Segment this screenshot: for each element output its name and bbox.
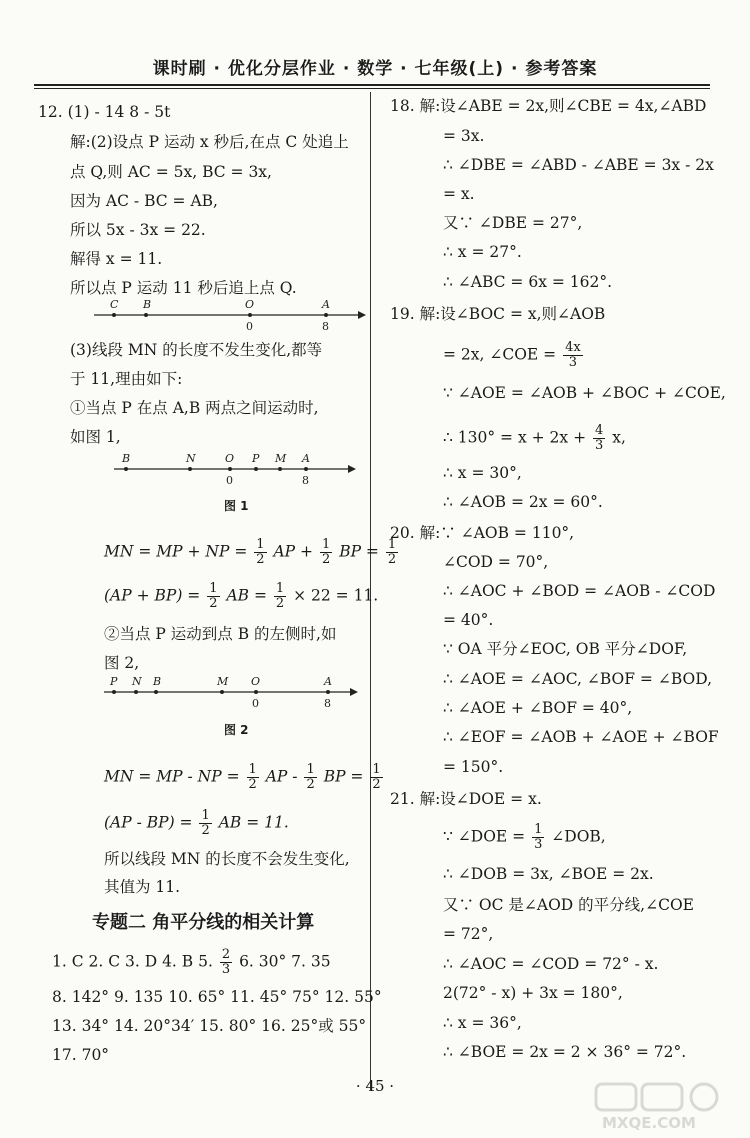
- q21-line-2: ∵ ∠DOE = $\frac{1}{3}$ ∠DOB,: [443, 822, 606, 852]
- q21-line-4: 又∵ OC 是∠AOD 的平分线,∠COE: [443, 896, 694, 914]
- q18-line-5: 又∵ ∠DBE = 27°,: [443, 214, 583, 232]
- q12-answer-line: 12. (1) - 14 8 - 5t: [38, 103, 171, 121]
- q19-line-2: = 2x, ∠COE = $\frac{4x}{3}$: [443, 340, 581, 370]
- nl3-label-a: A: [324, 675, 332, 688]
- nl3-tick-0: 0: [252, 697, 259, 710]
- case1-line-2: 如图 1,: [70, 428, 121, 446]
- case1-line-1: ①当点 P 在点 A,B 两点之间运动时,: [70, 399, 319, 417]
- answers-row-4: 17. 70°: [52, 1046, 110, 1064]
- q18-line-1: 18. 解:设∠ABE = 2x,则∠CBE = 4x,∠ABD: [390, 97, 707, 115]
- header-rule: [34, 84, 710, 86]
- q12-solve-1: 解:(2)设点 P 运动 x 秒后,在点 C 处追上: [70, 133, 349, 151]
- q12-solve-6: 所以点 P 运动 11 秒后追上点 Q.: [70, 279, 297, 297]
- nl2-label-n: N: [186, 452, 196, 465]
- equation-3: MN = MP - NP = $\frac{1}{2}$ AP - $\frac{1}{2}$ BP = $\frac{1}{2}$: [104, 762, 381, 792]
- header-rule-thin: [34, 88, 710, 89]
- q21-line-6: ∴ ∠AOC = ∠COD = 72° - x.: [443, 955, 659, 973]
- equation-4: (AP - BP) = $\frac{1}{2}$ AB = 11.: [104, 808, 289, 838]
- q20-line-3: ∴ ∠AOC + ∠BOD = ∠AOB - ∠COD: [443, 582, 716, 600]
- q20-line-4: = 40°.: [443, 611, 494, 629]
- equation-2: (AP + BP) = $\frac{1}{2}$ AB = $\frac{1}{2}$ × 22 = 11.: [104, 581, 379, 611]
- q19-line-1: 19. 解:设∠BOC = x,则∠AOB: [390, 305, 606, 323]
- q18-line-6: ∴ x = 27°.: [443, 243, 522, 261]
- conclusion-1: 所以线段 MN 的长度不会发生变化,: [104, 850, 350, 868]
- page-header: 课时刷 · 优化分层作业 · 数学 · 七年级(上) · 参考答案: [152, 59, 598, 79]
- q12-part3-2: 于 11,理由如下:: [70, 370, 183, 388]
- q21-line-5: = 72°,: [443, 925, 494, 943]
- q18-line-7: ∴ ∠ABC = 6x = 162°.: [443, 273, 613, 291]
- number-line-3: [100, 673, 365, 713]
- q12-part3-1: (3)线段 MN 的长度不发生变化,都等: [70, 341, 323, 359]
- nl2-label-p: P: [252, 452, 260, 465]
- answers-row-3: 13. 34° 14. 20°34′ 15. 80° 16. 25°或 55°: [52, 1017, 367, 1035]
- nl1-tick-0: 0: [246, 320, 253, 333]
- nl1-label-c: C: [110, 298, 119, 311]
- case2-line-2: 图 2,: [104, 654, 140, 672]
- nl2-tick-0: 0: [226, 474, 233, 487]
- q12-solve-3: 因为 AC - BC = AB,: [70, 192, 218, 210]
- q12-solve-4: 所以 5x - 3x = 22.: [70, 221, 206, 239]
- q18-line-2: = 3x.: [443, 127, 485, 145]
- q20-line-8: ∴ ∠EOF = ∠AOB + ∠AOE + ∠BOF: [443, 728, 719, 746]
- q18-line-4: = x.: [443, 185, 475, 203]
- nl3-label-b: B: [153, 675, 162, 688]
- nl3-label-p: P: [110, 675, 118, 688]
- number-line-1: [90, 296, 370, 336]
- figure-1-caption: 图 1: [224, 499, 249, 513]
- q18-line-3: ∴ ∠DBE = ∠ABD - ∠ABE = 3x - 2x: [443, 156, 714, 174]
- nl2-tick-8: 8: [302, 474, 309, 487]
- nl2-label-o: O: [225, 452, 235, 465]
- q20-line-9: = 150°.: [443, 758, 504, 776]
- q21-line-7: 2(72° - x) + 3x = 180°,: [443, 984, 623, 1002]
- q19-line-4: ∴ 130° = x + 2x + $\frac{4}{3}$ x,: [443, 423, 626, 453]
- case2-line-1: ②当点 P 运动到点 B 的左侧时,如: [104, 625, 337, 643]
- nl3-label-n: N: [132, 675, 142, 688]
- nl1-label-o: O: [245, 298, 255, 311]
- q12-solve-2: 点 Q,则 AC = 5x, BC = 3x,: [70, 163, 272, 181]
- watermark-text: MXQE.COM: [602, 1114, 696, 1132]
- page-number: · 45 ·: [355, 1077, 395, 1095]
- section-title: 专题二 角平分线的相关计算: [92, 912, 315, 933]
- nl2-label-b: B: [122, 452, 131, 465]
- conclusion-2: 其值为 11.: [104, 878, 181, 896]
- q20-line-1: 20. 解:∵ ∠AOB = 110°,: [390, 524, 575, 542]
- q19-line-3: ∵ ∠AOE = ∠AOB + ∠BOC + ∠COE,: [443, 384, 726, 402]
- answers-row-1: 1. C 2. C 3. D 4. B 5. $\frac{2}{3}$ 6. 30° 7. 35: [52, 947, 331, 977]
- q12-solve-5: 解得 x = 11.: [70, 250, 163, 268]
- nl2-label-m: M: [275, 452, 287, 465]
- nl1-label-a: A: [322, 298, 330, 311]
- q20-line-7: ∴ ∠AOE + ∠BOF = 40°,: [443, 699, 633, 717]
- q21-line-3: ∴ ∠DOB = 3x, ∠BOE = 2x.: [443, 865, 654, 883]
- q20-line-6: ∴ ∠AOE = ∠AOC, ∠BOF = ∠BOD,: [443, 670, 713, 688]
- figure-2-caption: 图 2: [224, 723, 249, 737]
- nl1-label-b: B: [143, 298, 152, 311]
- answers-row-2: 8. 142° 9. 135 10. 65° 11. 45° 75° 12. 55°: [52, 988, 382, 1006]
- q19-line-6: ∴ ∠AOB = 2x = 60°.: [443, 493, 603, 511]
- nl3-tick-8: 8: [324, 697, 331, 710]
- nl1-tick-8: 8: [322, 320, 329, 333]
- q20-line-5: ∵ OA 平分∠EOC, OB 平分∠DOF,: [443, 640, 688, 658]
- number-line-2: [110, 450, 360, 490]
- q21-line-1: 21. 解:设∠DOE = x.: [390, 790, 542, 808]
- q19-line-5: ∴ x = 30°,: [443, 464, 522, 482]
- q21-line-9: ∴ ∠BOE = 2x = 2 × 36° = 72°.: [443, 1043, 687, 1061]
- nl3-label-o: O: [251, 675, 261, 688]
- nl2-label-a: A: [302, 452, 310, 465]
- watermark-logo: [592, 1080, 732, 1132]
- nl3-label-m: M: [217, 675, 229, 688]
- q21-line-8: ∴ x = 36°,: [443, 1014, 522, 1032]
- equation-1: MN = MP + NP = $\frac{1}{2}$ AP + $\frac{1}{2}$ BP = $\frac{1}{2}$: [104, 537, 397, 567]
- q20-line-2: ∠COD = 70°,: [443, 553, 549, 571]
